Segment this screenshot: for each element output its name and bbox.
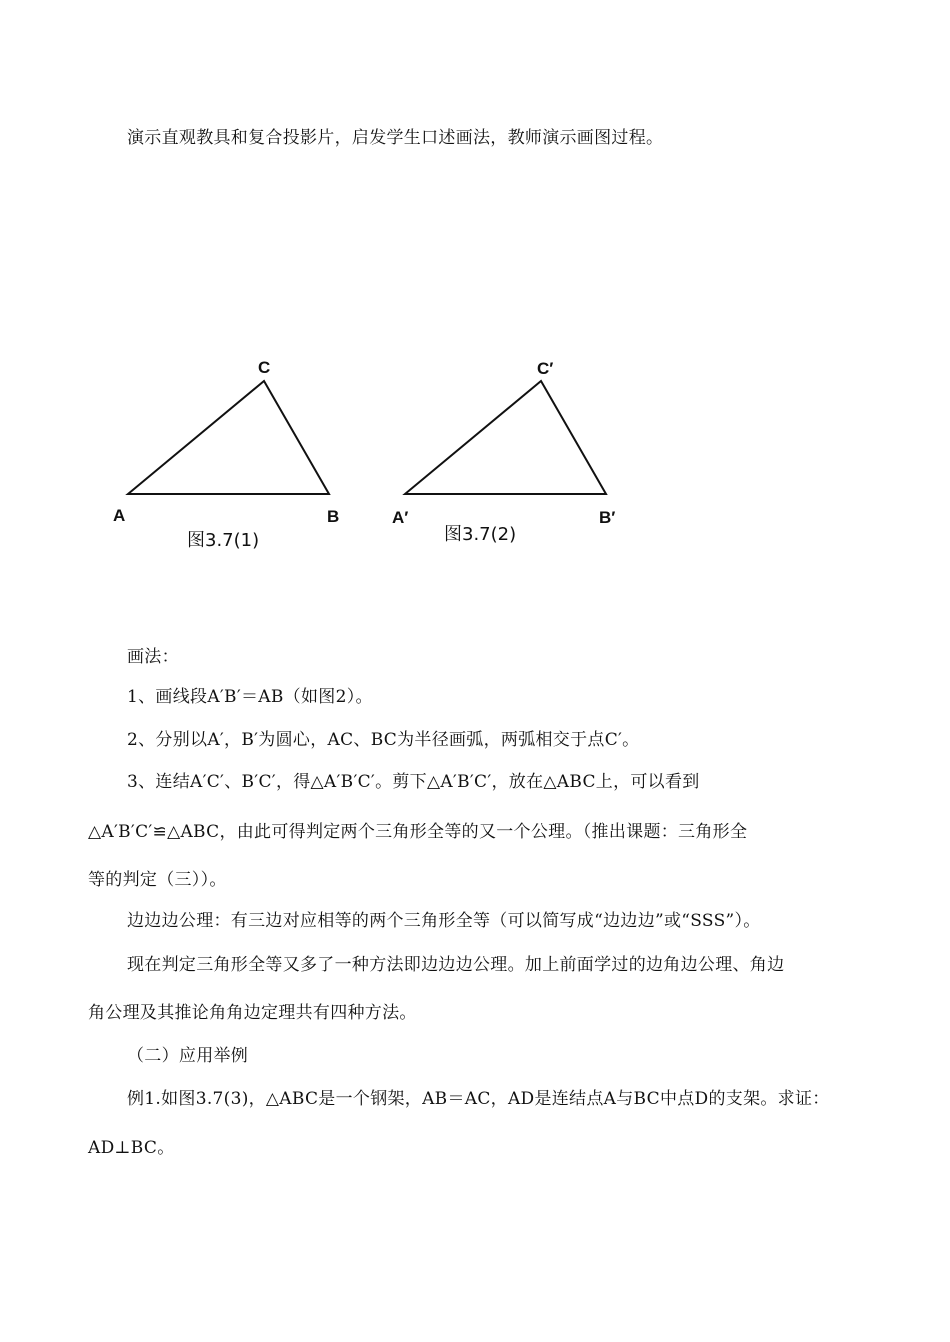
example-1-line-1: 例1.如图3.7(3)，△ABC是一个钢架，AB＝AC，AD是连结点A与BC中点D的支架。求证： [127, 1089, 830, 1109]
figure-2-caption: 图3.7(2) [444, 524, 517, 545]
vertex-label-c-prime: C′ [537, 359, 554, 378]
step-2: 2、分别以A′，B′为圆心，AC、BC为半径画弧，两弧相交于点C′。 [127, 730, 640, 750]
intro-paragraph: 演示直观教具和复合投影片，启发学生口述画法，教师演示画图过程。 [127, 128, 664, 148]
example-1-line-2: AD⊥BC。 [88, 1138, 175, 1158]
section-heading-examples: （二）应用举例 [127, 1046, 249, 1066]
step-3-line-3: 等的判定（三））。 [88, 870, 227, 890]
step-3-line-1: 3、连结A′C′、B′C′，得△A′B′C′。剪下△A′B′C′，放在△ABC上，可以看到 [127, 772, 700, 792]
figure-1-caption: 图3.7(1) [187, 530, 260, 551]
vertex-label-b-prime: B′ [599, 508, 616, 527]
figure-2-triangle-abc-prime [392, 359, 615, 545]
vertex-label-c: C [258, 358, 271, 377]
vertex-label-b: B [327, 507, 340, 526]
step-1: 1、画线段A′B′＝AB（如图2）。 [127, 687, 373, 707]
triangle-abc [128, 381, 329, 494]
sss-axiom: 边边边公理：有三边对应相等的两个三角形全等（可以简写成“边边边”或“SSS”）。 [127, 911, 761, 931]
step-3-line-2: △A′B′C′≌△ABC，由此可得判定两个三角形全等的又一个公理。（推出课题：三角形全 [88, 822, 748, 842]
vertex-label-a-prime: A′ [392, 508, 409, 527]
summary-line-1: 现在判定三角形全等又多了一种方法即边边边公理。加上前面学过的边角边公理、角边 [127, 955, 785, 975]
triangle-abc-prime [405, 381, 606, 494]
vertex-label-a: A [113, 506, 126, 525]
figure-1-triangle-abc [113, 358, 339, 551]
method-heading: 画法： [127, 647, 179, 667]
summary-line-2: 角公理及其推论角角边定理共有四种方法。 [88, 1003, 417, 1023]
triangle-figures [0, 0, 950, 600]
